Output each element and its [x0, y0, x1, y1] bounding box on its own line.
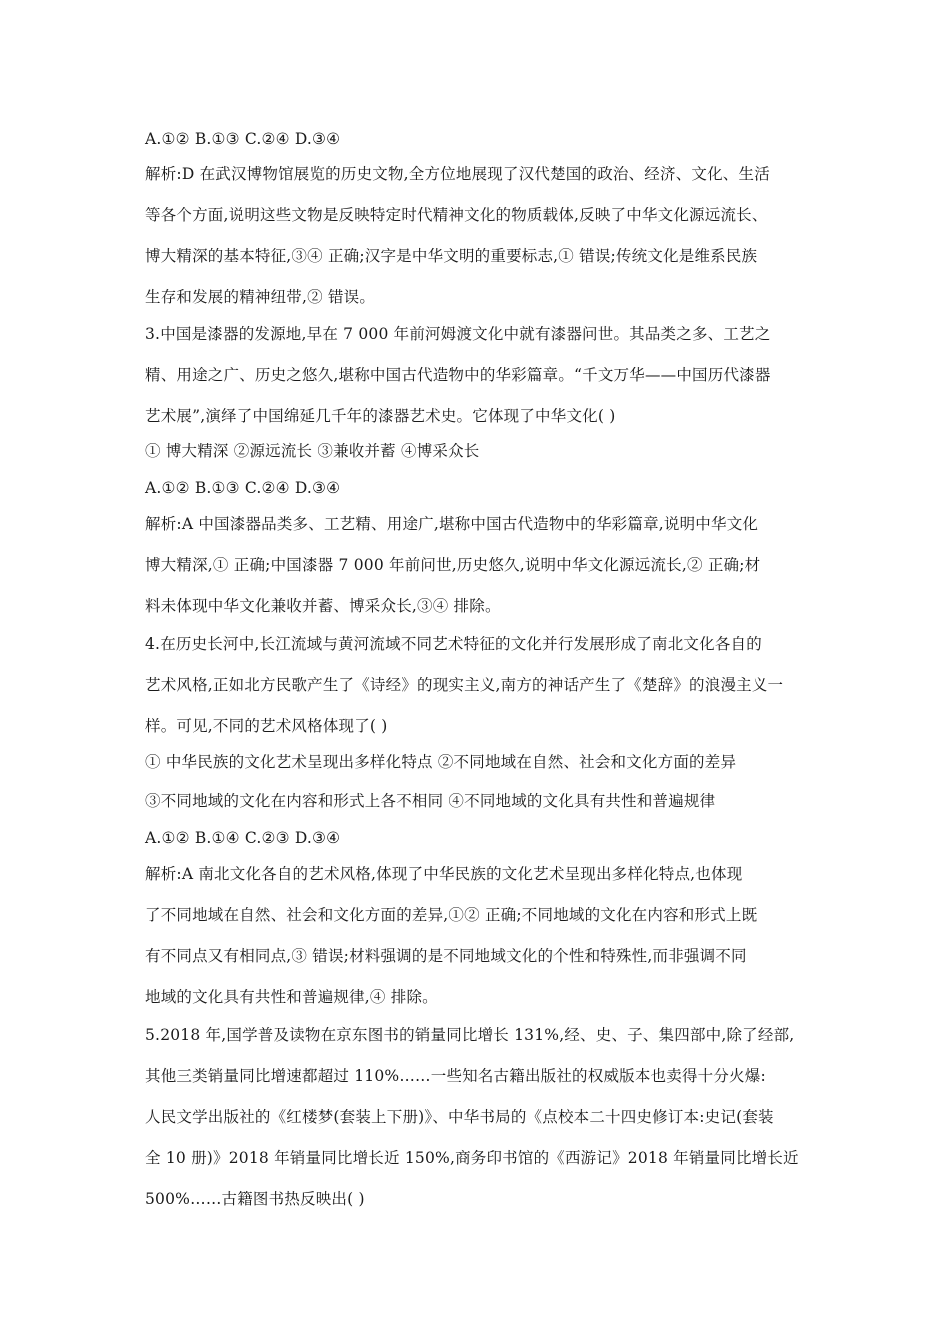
q4-explanation-line-1: 解析:A 南北文化各自的艺术风格,体现了中华民族的文化艺术呈现出多样化特点,也体现: [145, 865, 743, 883]
q4-explanation-line-3: 有不同点又有相同点,③ 错误;材料强调的是不同地域文化的个性和特殊性,而非强调不同: [145, 947, 747, 965]
q3-stem-line-1: 3.中国是漆器的发源地,早在 7 000 年前河姆渡文化中就有漆器问世。其品类之多、工艺之: [145, 325, 771, 343]
q4-explanation-line-4: 地域的文化具有共性和普遍规律,④ 排除。: [145, 988, 438, 1006]
q3-explanation-line-3: 料未体现中华文化兼收并蓄、博采众长,③④ 排除。: [145, 597, 501, 615]
q4-explanation-line-2: 了不同地域在自然、社会和文化方面的差异,①② 正确;不同地域的文化在内容和形式上既: [145, 906, 758, 924]
q2-explanation-line-2: 等各个方面,说明这些文物是反映特定时代精神文化的物质载体,反映了中华文化源远流长、: [145, 206, 768, 224]
q4-stem-line-2: 艺术风格,正如北方民歌产生了《诗经》的现实主义,南方的神话产生了《楚辞》的浪漫主义一: [145, 676, 784, 694]
q3-answer-options: A.①② B.①③ C.②④ D.③④: [145, 479, 341, 497]
q2-answer-options: A.①② B.①③ C.②④ D.③④: [145, 130, 341, 148]
q4-statements-line-2: ③不同地域的文化在内容和形式上各不相同 ④不同地域的文化具有共性和普遍规律: [145, 792, 716, 810]
q4-stem-line-1: 4.在历史长河中,长江流域与黄河流域不同艺术特征的文化并行发展形成了南北文化各自的: [145, 635, 762, 653]
q3-stem-line-2: 精、用途之广、历史之悠久,堪称中国古代造物中的华彩篇章。“千文万华——中国历代漆器: [145, 366, 771, 384]
q3-statements: ① 博大精深 ②源远流长 ③兼收并蓄 ④博采众长: [145, 442, 480, 460]
q4-statements-line-1: ① 中华民族的文化艺术呈现出多样化特点 ②不同地域在自然、社会和文化方面的差异: [145, 753, 737, 771]
q5-stem-line-2: 其他三类销量同比增速都超过 110%……一些知名古籍出版社的权威版本也卖得十分火爆:: [145, 1067, 766, 1085]
q2-explanation-line-1: 解析:D 在武汉博物馆展览的历史文物,全方位地展现了汉代楚国的政治、经济、文化、生活: [145, 165, 770, 183]
q3-explanation-line-2: 博大精深,① 正确;中国漆器 7 000 年前问世,历史悠久,说明中华文化源远流长,② 正确;材: [145, 556, 761, 574]
q2-explanation-line-4: 生存和发展的精神纽带,② 错误。: [145, 288, 376, 306]
q3-explanation-line-1: 解析:A 中国漆器品类多、工艺精、用途广,堪称中国古代造物中的华彩篇章,说明中华文化: [145, 515, 759, 533]
q5-stem-line-3: 人民文学出版社的《红楼梦(套装上下册)》、中华书局的《点校本二十四史修订本:史记(套装: [145, 1108, 774, 1126]
q3-stem-line-3: 艺术展”,演绎了中国绵延几千年的漆器艺术史。它体现了中华文化( ): [145, 407, 616, 425]
q4-answer-options: A.①② B.①④ C.②③ D.③④: [145, 829, 341, 847]
q5-stem-line-1: 5.2018 年,国学普及读物在京东图书的销量同比增长 131%,经、史、子、集四部中,除了经部,: [145, 1026, 795, 1044]
q2-explanation-line-3: 博大精深的基本特征,③④ 正确;汉字是中华文明的重要标志,① 错误;传统文化是维系民族: [145, 247, 758, 265]
q5-stem-line-5: 500%……古籍图书热反映出( ): [145, 1190, 365, 1208]
q5-stem-line-4: 全 10 册)》2018 年销量同比增长近 150%,商务印书馆的《西游记》2018 年销量同比增长近: [145, 1149, 799, 1167]
q4-stem-line-3: 样。可见,不同的艺术风格体现了( ): [145, 717, 388, 735]
